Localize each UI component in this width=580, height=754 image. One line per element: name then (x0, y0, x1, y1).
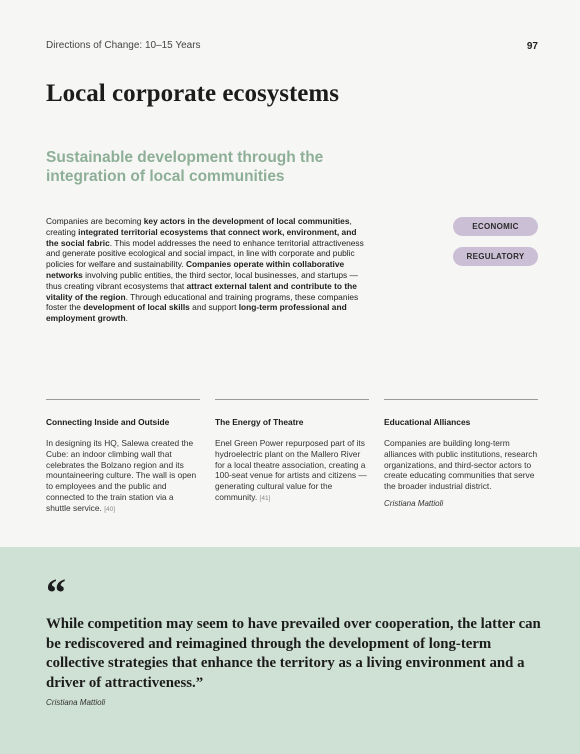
intro-text: and support (189, 302, 239, 313)
column-heading: The Energy of Theatre (215, 417, 304, 427)
intro-highlight: development of local skills (83, 302, 190, 313)
page-subtitle: Sustainable development through the integration of local communities (46, 149, 324, 185)
column-heading: Educational Alliances (384, 417, 471, 427)
column-alliances (384, 399, 538, 508)
quote-author: Cristiana Mattioli (46, 698, 106, 707)
column-body: Companies are building long-term alliances with public institutions, research organizations, and third-sector actors to create educating communities that serve the broader industrial district. (384, 438, 538, 492)
column-divider (384, 399, 538, 400)
intro-highlight: Companies operate within collaborative networks (46, 259, 345, 280)
reference-note: [40] (104, 505, 116, 513)
tag-economic: ECONOMIC (453, 217, 538, 236)
quote-text: While competition may seem to have prevailed over cooperation, the latter can be rediscovered and reimagined through the development of long-term collective strategies that enhance the territory as a living environment and a driver of attractiveness.” (46, 616, 541, 691)
intro-text: involving public entities, the third sector, local businesses, and startups — thus creating vibrant ecosystems that (46, 269, 358, 291)
intro-text: . (125, 313, 128, 324)
column-connecting (46, 399, 200, 516)
column-theatre (215, 399, 369, 505)
column-author: Cristiana Mattioli (384, 498, 444, 508)
intro-text: . Through educational and training programs, these companies foster the (46, 291, 359, 313)
column-divider (46, 399, 200, 400)
tag-regulatory: REGULATORY (453, 247, 538, 266)
intro-highlight: key actors in the development of local communities (143, 216, 350, 226)
intro-highlight: long-term professional and employment growth (46, 302, 347, 324)
section-header: Directions of Change: 10–15 Years (46, 40, 201, 51)
column-heading: Connecting Inside and Outside (46, 417, 170, 427)
page-number: 97 (526, 41, 538, 52)
intro-text: . This model addresses the need to enhance territorial attractiveness and generate positive ecological and social impact, in line with corporate and public policies for welfare and sustainability. (46, 237, 364, 270)
column-body: Enel Green Power repurposed part of its hydroelectric plant on the Mallero River for a local theatre association, creating a 100-seat venue for artists and citizens — generating cultural value for the community. [41] (215, 438, 367, 502)
intro-paragraph (46, 216, 371, 324)
reference-note: [41] (259, 494, 271, 502)
quote-mark-icon: “ (46, 570, 66, 615)
intro-highlight: integrated territorial ecosystems that connect work, environment, and the social fabric (46, 226, 357, 248)
intro-highlight: attract external talent and contribute to the vitality of the region (46, 280, 357, 302)
intro-text: Companies are becoming (46, 216, 144, 226)
column-body: In designing its HQ, Salewa created the Cube: an indoor climbing wall that celebrates the Bolzano region and its mountaineering culture. The wall is open to employees and the public and connected to the train station via a shuttle service. [40] (46, 438, 197, 513)
column-divider (215, 399, 369, 400)
intro-text: , creating (46, 216, 352, 237)
page-title: Local corporate ecosystems (46, 80, 339, 107)
